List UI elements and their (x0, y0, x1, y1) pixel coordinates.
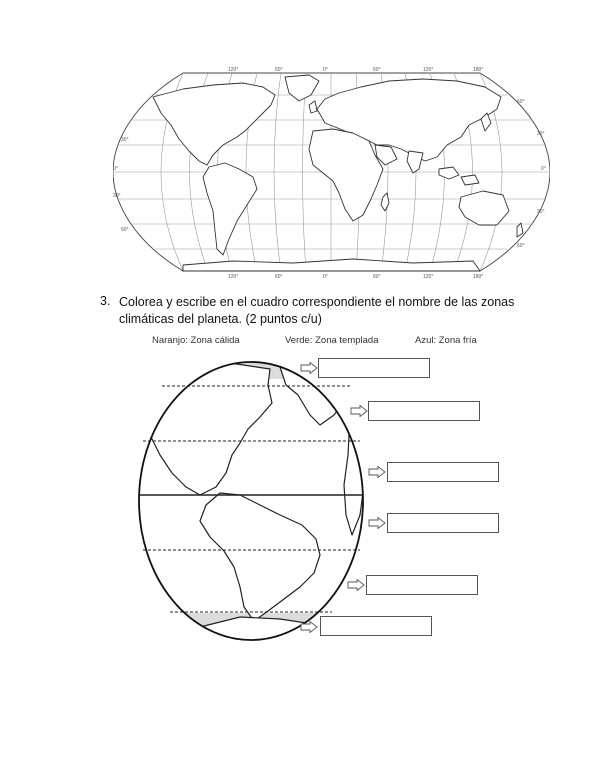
arrow-right-icon (300, 362, 318, 374)
answer-box-6[interactable] (320, 616, 432, 636)
bottom-lon-label: 60° (275, 274, 283, 279)
answer-box-1[interactable] (318, 358, 430, 378)
legend-green: Verde: Zona templada (285, 335, 379, 346)
top-lon-label: 120° (228, 67, 239, 73)
bottom-lon-label: 180° (473, 274, 484, 279)
question-text: Colorea y escribe en el cuadro correspondiente el nombre de las zonas climáticas del planeta. (2 puntos c/u) (119, 295, 515, 326)
world-map (113, 65, 550, 279)
answer-box-4[interactable] (387, 513, 499, 533)
question-number: 3. (100, 294, 111, 308)
top-lon-label: 60° (275, 67, 283, 73)
arrow-right-icon (347, 579, 365, 591)
answer-box-5[interactable] (366, 575, 478, 595)
top-lon-label: 180° (473, 67, 484, 73)
left-lat-label: 30° (121, 137, 129, 143)
left-lat-label: 0° (113, 166, 118, 172)
arrow-right-icon (368, 517, 386, 529)
left-lat-label: 60° (121, 227, 129, 233)
top-lon-label: 0° (323, 67, 328, 73)
bottom-lon-label: 120° (423, 274, 434, 279)
globe-diagram (120, 355, 510, 645)
right-lat-label: 60° (517, 99, 525, 105)
top-lon-label: 60° (373, 67, 381, 73)
bottom-lon-label: 0° (323, 274, 328, 279)
right-lat-label: 30° (537, 209, 545, 215)
arrow-right-icon (350, 405, 368, 417)
left-lat-label: 30° (113, 193, 121, 199)
legend-orange: Naranjo: Zona cálida (152, 335, 240, 346)
right-lat-label: 60° (517, 243, 525, 249)
arrow-right-icon (368, 466, 386, 478)
answer-box-3[interactable] (387, 462, 499, 482)
answer-box-2[interactable] (368, 401, 480, 421)
bottom-lon-label: 60° (373, 274, 381, 279)
arrow-right-icon (300, 621, 318, 633)
bottom-lon-label: 120° (228, 274, 239, 279)
top-lon-label: 120° (423, 67, 434, 73)
right-lat-label: 0° (541, 166, 546, 172)
right-lat-label: 30° (537, 131, 545, 137)
legend-blue: Azul: Zona fría (415, 335, 477, 346)
